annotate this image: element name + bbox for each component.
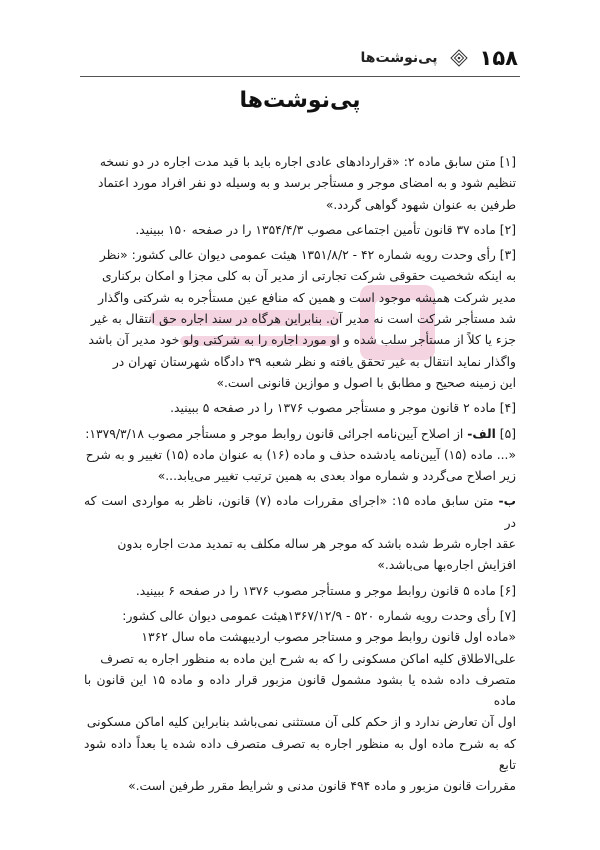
note-line: جزء یا کلاً از مستأجر سلب شده و او مورد اجاره را به شرکتی ولو خود مدیر آن باشد <box>88 333 516 348</box>
note-text: ماده ۵ قانون روابط موجر و مستأجر مصوب ۱۳۷۶ را در صفحه ۶ ببینید. <box>135 583 496 598</box>
note-line: واگذار نماید انتقال به غیر تحقق یافته و نظر شعبه ۳۹ دادگاه شهرستان تهران در <box>112 354 516 369</box>
note-line: اول آن تعارض ندارد و از حکم کلی آن مستثنی نمی‌باشد بنابراین کلیه اماکن مسکونی <box>86 715 516 730</box>
note-marker: [۴] <box>499 401 516 416</box>
note-line: متصرف داده شده یا بشود مشمول قانون مزبور قرار داده و ماده ۱۵ این قانون با ماده <box>84 672 516 709</box>
note-text: از اصلاح آیین‌نامه اجرائی قانون روابط موجر و مستأجر مصوب ۱۳۷۹/۳/۱۸: <box>85 426 464 441</box>
note-line: زیر اصلاح می‌گردد و شماره مواد بعدی به همین ترتیب تغییر می‌یابد...» <box>157 469 516 484</box>
chapter-title: پی‌نوشت‌ها <box>239 88 361 113</box>
note-line: مقررات قانون مزبور و ماده ۴۹۴ قانون مدنی و شرایط مقرر طرفین است.» <box>128 779 516 794</box>
note-line <box>84 581 516 602</box>
footnote-3 <box>84 245 516 394</box>
note-line: افزایش اجاره‌بها می‌باشد.» <box>377 558 516 573</box>
footnote-6 <box>84 581 516 602</box>
footnote-2 <box>84 220 516 241</box>
note-line <box>84 245 516 266</box>
note-line: شد مستأجر شرکت است نه مدیر آن. بنابراین هرگاه در سند اجاره حق انتقال به غیر <box>90 312 516 327</box>
note-text: متن سابق ماده ۱۵: «اجرای مقررات ماده (۷) قانون، ناظر به مواردی است که در <box>84 494 516 530</box>
footnote-1 <box>84 152 516 216</box>
footnote-5b <box>84 491 516 576</box>
note-line: علی‌الاطلاق کلیه اماکن مسکونی را که به شرح این ماده به منظور اجاره به تصرف <box>100 651 516 666</box>
note-line: مدیر شرکت همیشه موجود است و همین که منافع عین مستأجره به شرکتی واگذار <box>98 290 516 305</box>
footnotes <box>84 152 516 802</box>
note-marker: [۶] <box>499 583 516 598</box>
note-line: این زمینه صحیح و مطابق با اصول و موازین قانونی است.» <box>216 375 516 390</box>
note-marker: [۷] <box>499 608 516 623</box>
note-marker: [۱] <box>499 155 516 169</box>
footnote-7 <box>84 606 516 798</box>
note-line <box>84 491 516 534</box>
note-text: ماده ۳۷ قانون تأمین اجتماعی مصوب ۱۳۵۴/۴/۳ را در صفحه ۱۵۰ ببینید. <box>135 222 496 237</box>
note-line <box>84 152 516 173</box>
note-line: «... ماده (۱۵) آیین‌نامه یادشده حذف و ماده (۱۶) به عنوان ماده (۱۵) تغییر و به شرح <box>85 447 516 462</box>
note-marker: [۳] <box>499 248 516 263</box>
diamond-ornament-icon <box>450 49 468 67</box>
note-marker: [۲] <box>499 222 516 237</box>
footnote-4 <box>84 398 516 419</box>
note-line <box>84 220 516 241</box>
note-line: که به شرح ماده اول به منظور اجاره به تصرف متصرف داده شده یا بعداً داده شود تابع <box>84 736 516 773</box>
note-line <box>84 424 516 445</box>
note-line: عقد اجاره شرط شده باشد که موجر هر ساله مکلف به تمدید مدت اجاره بدون <box>117 537 516 552</box>
note-text: رأی وحدت رویه شماره ۵۲۰ - ۱۳۶۷/۱۲/۹هیئت عمومی دیوان عالی کشور: <box>122 608 496 623</box>
note-sublabel: ب- <box>498 494 516 509</box>
page-number: ۱۵۸ <box>479 46 518 70</box>
note-line: «ماده اول قانون روابط موجر و مستاجر مصوب اردیبهشت ماه سال ۱۳۶۲ <box>141 630 516 645</box>
note-text: متن سابق ماده ۲: «قراردادهای عادی اجاره باید با قید مدت اجاره در دو نسخه <box>99 155 496 169</box>
running-head <box>82 44 518 72</box>
note-marker: [۵] <box>499 426 516 441</box>
note-text: ماده ۲ قانون موجر و مستأجر مصوب ۱۳۷۶ را در صفحه ۵ ببینید. <box>170 401 496 416</box>
note-line: طرفین به عنوان شهود گواهی گردد.» <box>325 197 516 212</box>
note-line: به اینکه شخصیت حقوقی شرکت تجارتی از مدیر آن به کلی مجزا و امکان برکناری <box>102 269 516 284</box>
note-sublabel: الف- <box>467 426 496 441</box>
running-title: پی‌نوشت‌ها <box>360 50 438 66</box>
footnote-5a <box>84 424 516 488</box>
note-text: رأی وحدت رویه شماره ۴۲ - ۱۳۵۱/۸/۲ هیئت عمومی دیوان عالی کشور: «نظر <box>99 248 496 263</box>
header-rule <box>80 76 520 77</box>
note-line <box>84 398 516 419</box>
note-line <box>84 606 516 627</box>
note-line: تنظیم شود و به امضای موجر و مستأجر برسد و به وسیله دو نفر افراد مورد اعتماد <box>98 176 516 191</box>
